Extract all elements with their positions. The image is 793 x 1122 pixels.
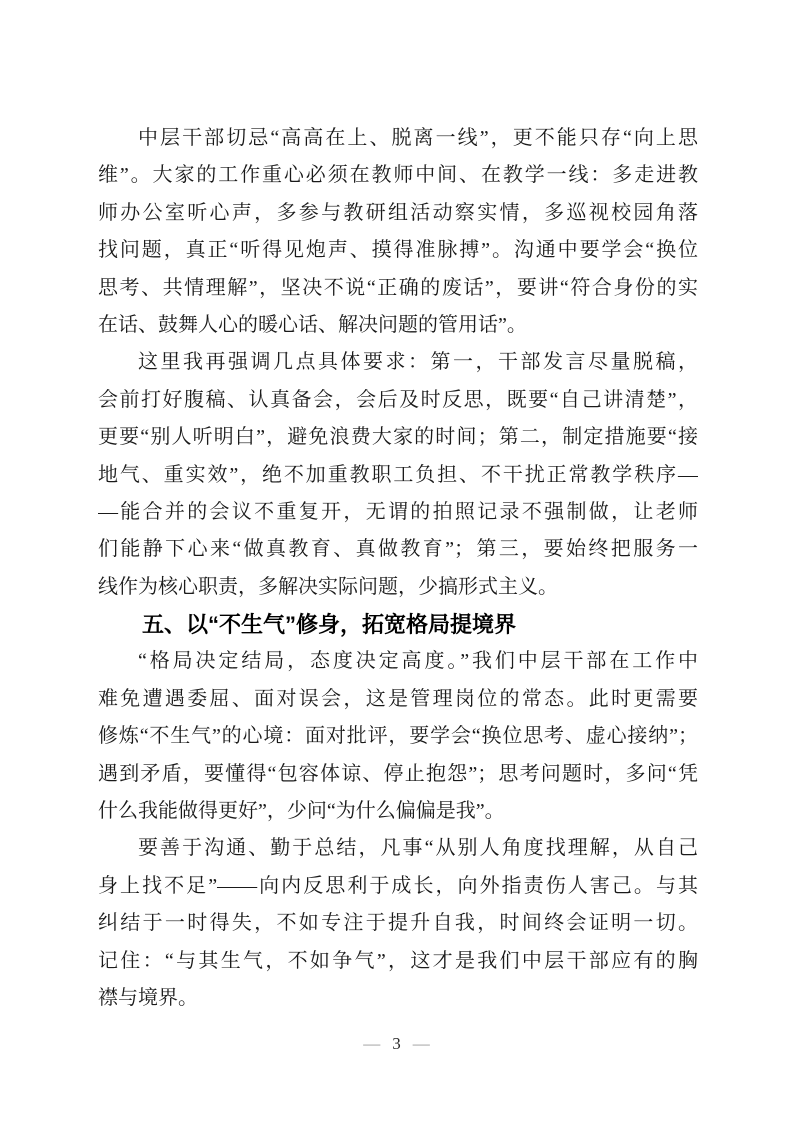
section-heading-5: 五、以“不生气”修身，拓宽格局提境界	[142, 612, 517, 638]
footer-left-dash: —	[363, 1034, 381, 1053]
page-number: 3	[392, 1034, 401, 1053]
paragraph3-line5: 什么我能做得更好”，少问“为什么偏偏是我”。	[98, 800, 505, 823]
paragraph2-line3: 更要“别人听明白”，避免浪费大家的时间；第二，制定措施要“接	[98, 426, 698, 449]
page-footer	[0, 1034, 793, 1054]
paragraph4-line3: 纠结于一时得失，不如专注于提升自我，时间终会证明一切。	[98, 912, 698, 935]
paragraph2-line7: 线作为核心职责，多解决实际问题，少搞形式主义。	[98, 575, 558, 598]
paragraph1-line4: 找问题，真正“听得见炮声、摸得准脉搏”。沟通中要学会“换位	[98, 239, 698, 262]
paragraph4-line4: 记住：“与其生气，不如争气”，这才是我们中层干部应有的胸	[98, 949, 698, 972]
paragraph4-line1: 要善于沟通、勤于总结，凡事“从别人角度找理解，从自己	[138, 837, 698, 860]
paragraph1-line6: 在话、鼓舞人心的暖心话、解决问题的管用话”。	[98, 313, 527, 336]
paragraph4-line5: 襟与境界。	[98, 986, 198, 1009]
paragraph3-line1: “格局决定结局，态度决定高度。”我们中层干部在工作中	[138, 650, 698, 673]
paragraph2-line6: 们能静下心来“做真教育、真做教育”；第三，要始终把服务一	[98, 538, 698, 561]
paragraph2-line4: 地气、重实效”，绝不加重教职工负担、不干扰正常教学秩序—	[98, 463, 698, 486]
paragraph1-line1: 中层干部切忌“高高在上、脱离一线”，更不能只存“向上思	[138, 127, 698, 149]
paragraph2-line5: —能合并的会议不重复开，无谓的拍照记录不强制做，让老师	[98, 500, 698, 523]
paragraph1-line3: 师办公室听心声，多参与教研组活动察实情，多巡视校园角落	[98, 201, 698, 224]
document-body	[98, 120, 698, 1017]
paragraph2-line2: 会前打好腹稿、认真备会，会后及时反思，既要“自己讲清楚”，	[98, 388, 698, 411]
paragraph2-line1: 这里我再强调几点具体要求：第一，干部发言尽量脱稿，	[138, 351, 698, 374]
paragraph3-line2: 难免遭遇委屈、面对误会，这是管理岗位的常态。此时更需要	[98, 687, 698, 710]
footer-right-dash: —	[412, 1034, 430, 1053]
paragraph1-line5: 思考、共情理解”，坚决不说“正确的废话”，要讲“符合身份的实	[98, 276, 698, 299]
paragraph4-line2: 身上找不足”——向内反思利于成长，向外指责伤人害己。与其	[98, 874, 698, 897]
paragraph3-line3: 修炼“不生气”的心境：面对批评，要学会“换位思考、虚心接纳”；	[98, 725, 698, 748]
paragraph3-line4: 遇到矛盾，要懂得“包容体谅、停止抱怨”；思考问题时，多问“凭	[98, 762, 698, 785]
paragraph1-line2: 维”。大家的工作重心必须在教师中间、在教学一线：多走进教	[98, 164, 698, 187]
